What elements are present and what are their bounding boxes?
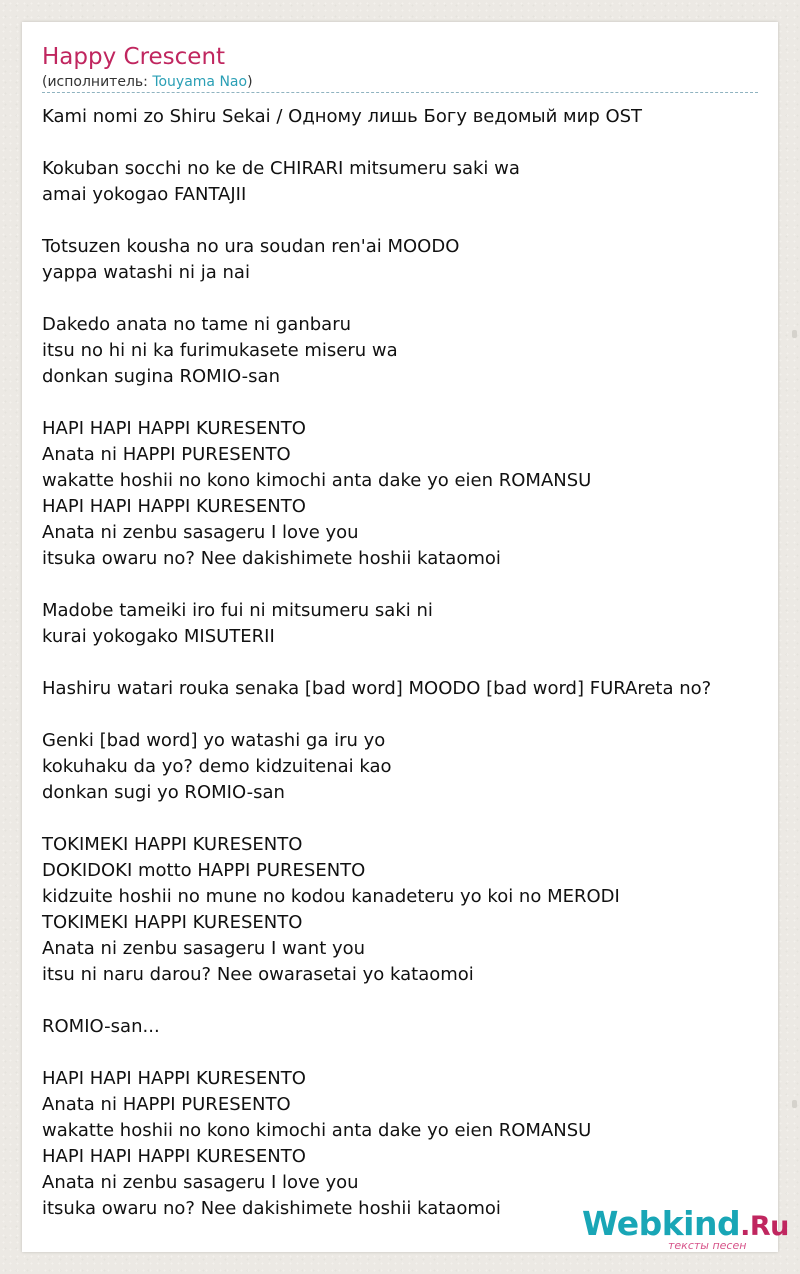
lyric-line: Genki [bad word] yo watashi ga iru yo: [42, 730, 386, 751]
logo-suffix: .Ru: [740, 1211, 789, 1242]
lyric-line: Madobe tameiki iro fui ni mitsumeru saki ni: [42, 600, 433, 621]
lyric-line: TOKIMEKI HAPPI KURESENTO: [42, 912, 303, 933]
lyric-line: Anata ni zenbu sasageru I want you: [42, 938, 366, 959]
lyric-blank-line: [42, 702, 758, 728]
lyric-line: donkan sugina ROMIO-san: [42, 366, 280, 387]
artist-link[interactable]: Touyama Nao: [152, 74, 248, 90]
lyric-line: Anata ni HAPPI PURESENTO: [42, 1094, 291, 1115]
artist-prefix: (исполнитель:: [42, 74, 153, 90]
lyric-line: amai yokogao FANTAJII: [42, 184, 247, 205]
logo-tagline: тексты песен: [668, 1239, 747, 1252]
lyric-line: yappa watashi ni ja nai: [42, 262, 250, 283]
title-divider: [42, 92, 758, 93]
lyric-line: kurai yokogako MISUTERII: [42, 626, 275, 647]
logo-main-text: Webkind: [582, 1204, 741, 1243]
lyric-line: donkan sugi yo ROMIO-san: [42, 782, 285, 803]
lyric-line: itsu no hi ni ka furimukasete miseru wa: [42, 340, 398, 361]
lyric-blank-line: [42, 130, 758, 156]
lyric-line: Kami nomi zo Shiru Sekai / Одному лишь Богу ведомый мир OST: [42, 106, 643, 127]
lyric-line: Dakedo anata no tame ni ganbaru: [42, 314, 352, 335]
lyric-line: itsuka owaru no? Nee dakishimete hoshii kataomoi: [42, 548, 501, 569]
artist-suffix: ): [247, 74, 253, 90]
edge-mark-top: [792, 330, 797, 338]
lyric-blank-line: [42, 208, 758, 234]
artist-line: [42, 73, 253, 91]
lyric-blank-line: [42, 806, 758, 832]
lyrics-body: [42, 104, 758, 1222]
song-title: Happy Crescent: [42, 44, 226, 70]
lyric-line: Anata ni zenbu sasageru I love you: [42, 522, 359, 543]
lyric-blank-line: [42, 390, 758, 416]
lyric-line: TOKIMEKI HAPPI KURESENTO: [42, 834, 303, 855]
lyrics-card: [22, 22, 789, 1252]
lyric-line: ROMIO-san...: [42, 1016, 160, 1037]
lyric-blank-line: [42, 988, 758, 1014]
lyric-blank-line: [42, 572, 758, 598]
lyric-line: HAPI HAPI HAPPI KURESENTO: [42, 496, 306, 517]
lyric-line: HAPI HAPI HAPPI KURESENTO: [42, 1146, 306, 1167]
lyric-line: HAPI HAPI HAPPI KURESENTO: [42, 1068, 306, 1089]
edge-mark-bottom: [792, 1100, 797, 1108]
site-logo[interactable]: [582, 1204, 789, 1254]
lyric-line: Anata ni HAPPI PURESENTO: [42, 444, 291, 465]
lyric-line: itsuka owaru no? Nee dakishimete hoshii kataomoi: [42, 1198, 501, 1219]
lyric-line: wakatte hoshii no kono kimochi anta dake yo eien ROMANSU: [42, 1120, 592, 1141]
lyric-line: DOKIDOKI motto HAPPI PURESENTO: [42, 860, 366, 881]
lyric-blank-line: [42, 650, 758, 676]
lyric-line: Kokuban socchi no ke de CHIRARI mitsumeru saki wa: [42, 158, 520, 179]
lyric-line: Anata ni zenbu sasageru I love you: [42, 1172, 359, 1193]
lyric-line: kokuhaku da yo? demo kidzuitenai kao: [42, 756, 392, 777]
lyric-line: Totsuzen kousha no ura soudan ren'ai MOODO: [42, 236, 460, 257]
lyric-line: HAPI HAPI HAPPI KURESENTO: [42, 418, 306, 439]
lyric-line: kidzuite hoshii no mune no kodou kanadeteru yo koi no MERODI: [42, 886, 620, 907]
lyric-line: itsu ni naru darou? Nee owarasetai yo kataomoi: [42, 964, 474, 985]
lyric-blank-line: [42, 286, 758, 312]
lyric-line: Hashiru watari rouka senaka [bad word] MOODO [bad word] FURAreta no?: [42, 678, 712, 699]
lyric-line: wakatte hoshii no kono kimochi anta dake yo eien ROMANSU: [42, 470, 592, 491]
lyric-blank-line: [42, 1040, 758, 1066]
